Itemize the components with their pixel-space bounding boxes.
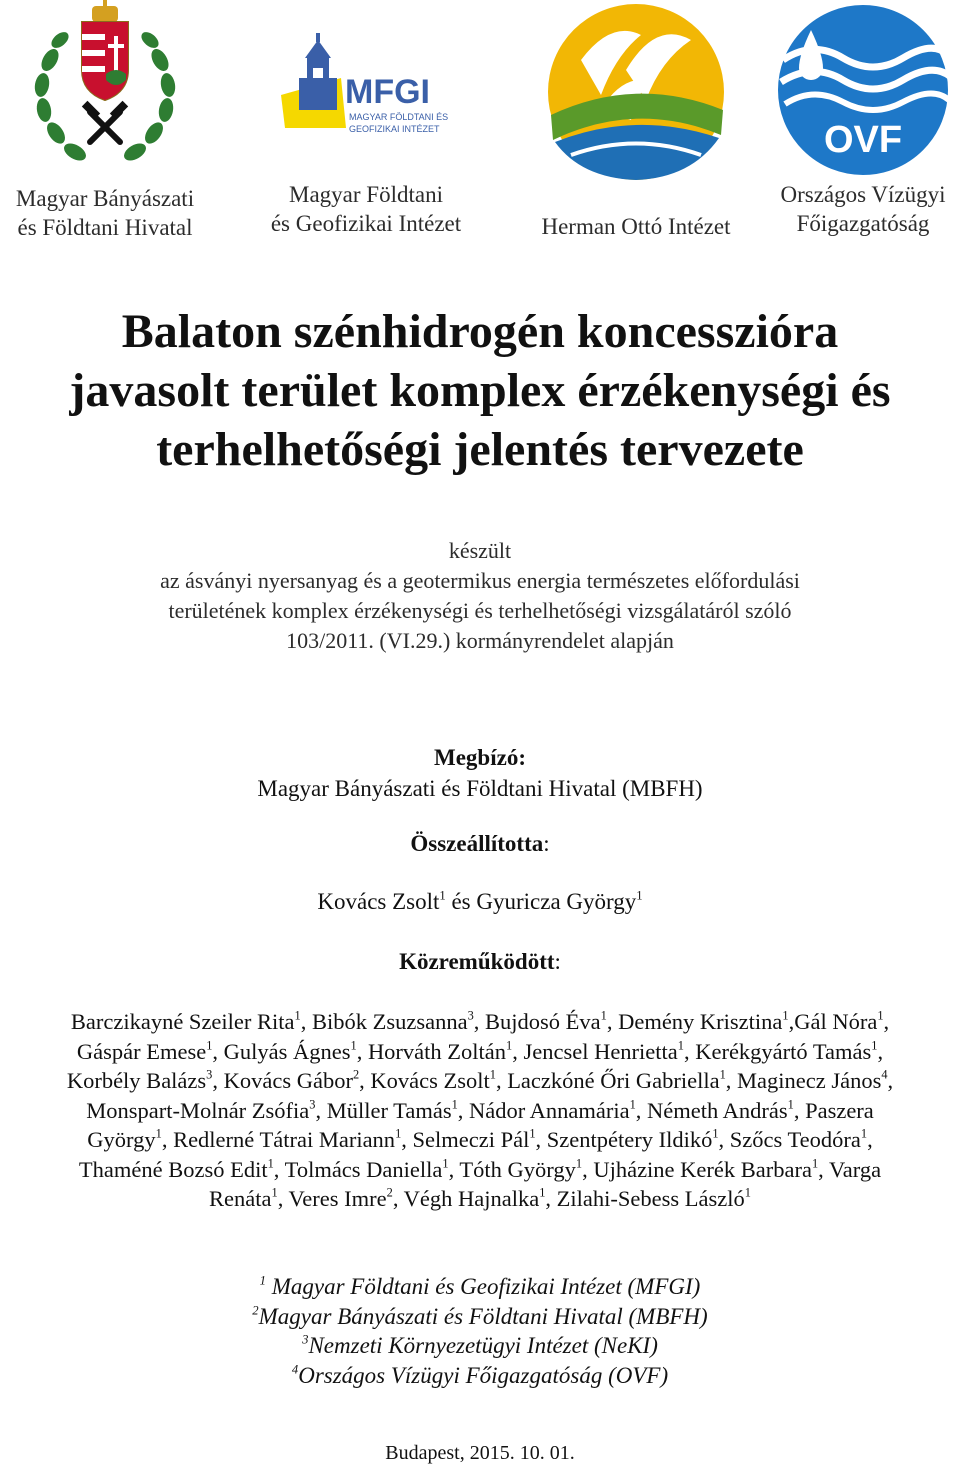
contributor-affiliation-mark: 1 — [719, 1067, 726, 1082]
contributor-name: Gáspár Emese — [76, 1038, 207, 1064]
contributor-affiliation-mark: 1 — [575, 1156, 583, 1171]
mfgi-caption-line2: és Geofizikai Intézet — [270, 211, 462, 236]
mfgi-logo-icon — [271, 0, 461, 176]
hoi-logo-block — [520, 0, 752, 241]
contributed-heading — [0, 949, 960, 975]
contributor-name: , Végh Hajnalka — [392, 1186, 540, 1211]
contributor-name: , Bibók Zsuzsanna — [300, 1009, 468, 1034]
prepared-line: területének komplex érzékenységi és terhelhetőségi vizsgálatáról szóló — [168, 598, 792, 623]
contributor-name: Renáta — [209, 1186, 272, 1211]
contributor-name: , Müller Tamás — [315, 1097, 452, 1123]
mfgi-logo-text: MFGI — [345, 73, 430, 111]
prepared-statement — [80, 536, 880, 656]
affiliation-text: Magyar Földtani és Geofizikai Intézet (MFGI) — [265, 1274, 701, 1299]
contributor-name: , Jencsel Henrietta — [512, 1038, 678, 1064]
prepared-line: 103/2011. (VI.29.) kormányrendelet alapján — [286, 628, 674, 653]
contributed-label: Közreműködött — [399, 949, 555, 974]
contributor-affiliation-mark: 1 — [877, 1008, 884, 1023]
contributor-name: , Kovács Gábor — [212, 1068, 353, 1093]
contributor-name: , — [883, 1009, 890, 1034]
contributor-name: , Németh András — [635, 1097, 788, 1123]
contributor-name: , — [867, 1127, 873, 1152]
contributor-name: , Kovács Zsolt — [359, 1068, 490, 1093]
contributor-affiliation-mark: 1 — [489, 1067, 496, 1082]
compiled-colon: : — [543, 831, 550, 856]
contributor-name: , Selmeczi Pál — [401, 1127, 530, 1152]
contributor-affiliation-mark: 1 — [600, 1008, 607, 1023]
contributor-affiliation-mark: 3 — [206, 1067, 213, 1082]
contributor-name: , Redlerné Tátrai Mariann — [161, 1127, 396, 1152]
contributor-name: , — [877, 1038, 884, 1064]
author-affiliation-mark: 1 — [439, 888, 446, 903]
contributor-name: , Paszera — [793, 1097, 874, 1123]
client-value: Magyar Bányászati és Földtani Hivatal (MBFH) — [257, 776, 703, 801]
logo-header — [0, 0, 960, 250]
author-affiliation-mark: 1 — [636, 888, 643, 903]
contributor-name: , Gulyás Ágnes — [212, 1038, 351, 1064]
contributor-name: , Tóth György — [448, 1156, 576, 1182]
mbfh-crest-icon — [20, 0, 190, 180]
ovf-caption-line1: Országos Vízügyi — [780, 182, 946, 207]
affiliation-text: Országos Vízügyi Főigazgatóság (OVF) — [298, 1362, 669, 1388]
client-label: Megbízó: — [434, 745, 526, 770]
contributor-affiliation-mark: 1 — [155, 1126, 162, 1141]
contributors-list — [0, 1007, 960, 1214]
contributor-affiliation-mark: 1 — [744, 1185, 751, 1200]
affiliation-number: 3 — [302, 1332, 309, 1347]
client-block — [0, 742, 960, 804]
ovf-logo-text: OVF — [823, 119, 903, 161]
contributor-affiliation-mark: 1 — [712, 1126, 719, 1141]
contributor-affiliation-mark: 1 — [677, 1038, 684, 1053]
mfgi-logo-subtext-2: GEOFIZIKAI INTÉZET — [349, 124, 440, 134]
title-line: terhelhetőségi jelentés tervezete — [156, 423, 804, 476]
document-title — [0, 302, 960, 479]
contributor-affiliation-mark: 4 — [881, 1067, 888, 1082]
contributor-affiliation-mark: 2 — [386, 1185, 393, 1200]
affiliation-text: Magyar Bányászati és Földtani Hivatal (MBFH) — [258, 1303, 708, 1329]
hoi-logo-icon — [541, 0, 731, 186]
contributor-affiliation-mark: 1 — [539, 1185, 546, 1200]
contributors-line — [0, 1184, 960, 1214]
contributor-name: Monspart-Molnár Zsófia — [86, 1097, 310, 1123]
title-line: javasolt terület komplex érzékenységi és — [69, 364, 891, 417]
contributor-name: , — [887, 1068, 894, 1093]
mbfh-caption-line1: Magyar Bányászati — [15, 186, 195, 211]
contributor-affiliation-mark: 1 — [206, 1038, 213, 1053]
contributor-name: Korbély Balázs — [66, 1068, 207, 1093]
contributor-affiliation-mark: 1 — [871, 1038, 878, 1053]
contributor-affiliation-mark: 1 — [350, 1038, 357, 1053]
contributor-affiliation-mark: 1 — [787, 1097, 794, 1112]
contributors-line — [0, 1155, 960, 1185]
contributors-line — [0, 1007, 960, 1037]
contributor-affiliation-mark: 1 — [395, 1126, 402, 1141]
hoi-caption: Herman Ottó Intézet — [541, 214, 731, 239]
contributor-name: , Horváth Zoltán — [356, 1038, 507, 1064]
contributor-name: , Bujdosó Éva — [473, 1009, 601, 1034]
contributor-affiliation-mark: 1 — [860, 1126, 868, 1141]
contributor-affiliation-mark: 1 — [442, 1156, 449, 1171]
contributor-affiliation-mark: 1 — [529, 1126, 536, 1141]
contributor-name: , Laczkóné Őri Gabriella — [495, 1068, 720, 1093]
contributor-name: , Maginecz János — [725, 1068, 882, 1093]
contributor-name: , Ujházine Kerék Barbara — [582, 1156, 812, 1182]
contributor-name: , Szőcs Teodóra — [718, 1127, 861, 1152]
contributor-name: , Demény Krisztina — [606, 1009, 783, 1034]
mbfh-caption-line2: és Földtani Hivatal — [17, 215, 193, 240]
author-name: Kovács Zsolt — [317, 889, 440, 914]
affiliation-text: Nemzeti Környezetügyi Intézet (NeKI) — [308, 1333, 658, 1358]
contributed-colon: : — [554, 949, 561, 974]
contributor-name: , Veres Imre — [277, 1186, 387, 1211]
contributor-affiliation-mark: 3 — [309, 1097, 316, 1112]
contributor-affiliation-mark: 1 — [811, 1156, 819, 1171]
contributor-affiliation-mark: 3 — [467, 1008, 474, 1023]
contributor-affiliation-mark: 1 — [782, 1008, 789, 1023]
contributors-line — [0, 1096, 960, 1126]
ovf-caption-line2: Főigazgatóság — [796, 211, 930, 236]
contributor-name: , Tolmács Daniella — [273, 1156, 443, 1182]
author-joiner: és — [445, 889, 477, 914]
contributor-name: , Varga — [818, 1156, 882, 1182]
mfgi-logo-block — [250, 0, 482, 238]
affiliation-item — [0, 1361, 960, 1391]
title-line: Balaton szénhidrogén koncesszióra — [121, 305, 839, 358]
contributor-name: , Szentpétery Ildikó — [535, 1127, 713, 1152]
contributor-affiliation-mark: 1 — [294, 1008, 301, 1023]
contributor-affiliation-mark: 1 — [267, 1156, 274, 1171]
contributor-affiliation-mark: 1 — [451, 1097, 458, 1112]
contributor-affiliation-mark: 1 — [271, 1185, 278, 1200]
compiled-by-heading — [0, 831, 960, 857]
affiliation-item — [0, 1302, 960, 1332]
contributor-name: György — [87, 1127, 156, 1152]
contributor-name: , Nádor Annamária — [457, 1097, 630, 1123]
author-name: Gyuricza György — [476, 889, 637, 914]
contributor-affiliation-mark: 2 — [352, 1067, 360, 1082]
affiliation-number: 2 — [252, 1303, 259, 1318]
prepared-line: az ásványi nyersanyag és a geotermikus energia természetes előfordulási — [160, 568, 800, 593]
affiliation-number: 4 — [291, 1362, 299, 1377]
contributor-name: ,Gál Nóra — [788, 1009, 878, 1034]
mfgi-logo-subtext-1: MAGYAR FÖLDTANI ÉS — [349, 112, 449, 122]
affiliation-item — [0, 1272, 960, 1302]
contributor-name: Barczikayné Szeiler Rita — [70, 1009, 295, 1034]
affiliation-number: 1 — [259, 1273, 266, 1288]
affiliation-item — [0, 1331, 960, 1361]
contributor-affiliation-mark: 1 — [629, 1097, 636, 1112]
ovf-logo-block — [766, 0, 960, 238]
contributors-line — [0, 1037, 960, 1067]
ovf-logo-icon — [773, 0, 953, 180]
place-date: Budapest, 2015. 10. 01. — [385, 1442, 575, 1464]
compiled-label: Összeállította — [410, 831, 544, 856]
contributors-line — [0, 1125, 960, 1155]
affiliations-list — [0, 1272, 960, 1390]
contributor-name: , Zilahi-Sebess László — [545, 1186, 745, 1211]
contributor-affiliation-mark: 1 — [506, 1038, 513, 1053]
mfgi-caption-line1: Magyar Földtani — [289, 182, 443, 207]
prepared-line: készült — [448, 538, 512, 563]
authors-line — [0, 889, 960, 915]
contributor-name: Thaméné Bozsó Edit — [78, 1156, 268, 1182]
contributors-line — [0, 1066, 960, 1096]
mbfh-logo-block — [0, 0, 210, 242]
contributor-name: , Kerékgyártó Tamás — [683, 1038, 872, 1064]
